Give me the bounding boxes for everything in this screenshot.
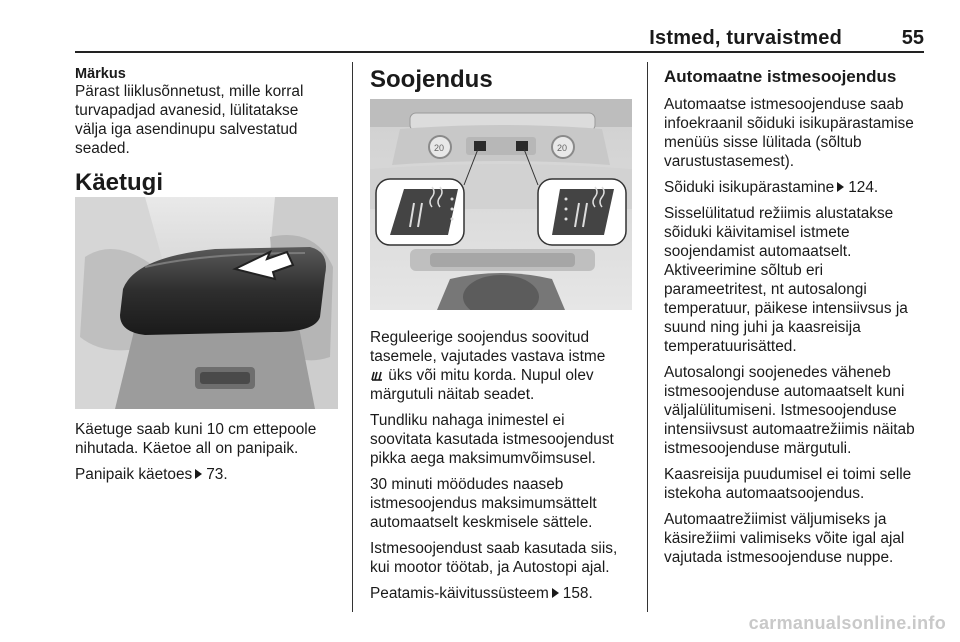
text-line: soojendamist automaatselt. — [664, 243, 852, 260]
text-line: istmesoojendus maksimumsättelt — [370, 495, 597, 512]
text-line: Kaasreisija puudumisel ei toimi selle — [664, 466, 912, 483]
text-line — [370, 366, 640, 385]
text-line: kui mootor töötab, ja Autostopi ajal. — [370, 559, 610, 576]
seat-heating-photo — [370, 99, 632, 310]
text-line: soovitata kasutada istmesoojendust — [370, 431, 614, 448]
note-line: Pärast liiklusõnnetust, mille korral — [75, 83, 304, 100]
watermark: carmanualsonline.info — [748, 613, 946, 633]
auto-heating-paragraph-4 — [664, 363, 954, 458]
page-header — [0, 0, 960, 50]
svg-text:20: 20 — [434, 143, 445, 153]
page-reference-link[interactable]: 73. — [206, 466, 228, 483]
stop-start-reference — [370, 584, 640, 603]
text-line: istekoha automaatsoojendus. — [664, 485, 865, 502]
page-reference-link[interactable]: 124. — [848, 179, 879, 196]
text-line: istmesoojenduse automaatselt kuni — [664, 383, 905, 400]
text-line: Käetuge saab kuni 10 cm ettepoole — [75, 421, 317, 438]
auto-heating-paragraph-6 — [664, 510, 954, 567]
heating-paragraph-2 — [370, 411, 640, 468]
right-column — [664, 66, 954, 574]
auto-heating-paragraph-3 — [664, 204, 954, 356]
heating-paragraph-1 — [370, 328, 640, 404]
section-title-auto-heating: Automaatne istmesoojendus — [664, 67, 897, 86]
column-divider-2 — [647, 62, 648, 612]
auto-heating-paragraph-1 — [664, 95, 954, 171]
left-column — [75, 66, 343, 197]
text-line: tasemele, vajutades vastava istme — [370, 348, 606, 365]
armrest-photo — [75, 197, 338, 409]
section-title-armrest: Käetugi — [75, 169, 164, 196]
storage-reference — [75, 465, 343, 484]
note-line: turvapadjad avanesid, lülitatakse — [75, 102, 299, 119]
text-line: 30 minuti möödudes naaseb — [370, 476, 564, 493]
column-divider-1 — [352, 62, 353, 612]
middle-column-lower — [370, 328, 640, 610]
text-line: varustustasemest). — [664, 153, 795, 170]
armrest-paragraph — [75, 420, 343, 458]
reference-arrow-icon — [552, 588, 559, 598]
note-heading: Märkus — [75, 66, 126, 82]
left-column-lower — [75, 420, 343, 491]
center-console-illustration — [370, 99, 632, 310]
heating-paragraph-3 — [370, 475, 640, 532]
text-line: käsirežiimi valimiseks võite igal ajal — [664, 530, 905, 547]
text-line: Istmesoojendust saab kasutada siis, — [370, 540, 618, 557]
svg-text:20: 20 — [557, 143, 568, 153]
note-line: seaded. — [75, 140, 130, 157]
middle-column — [370, 66, 638, 94]
reference-arrow-icon — [195, 469, 202, 479]
text-run: üks või mitu korda. Nupul olev — [388, 367, 594, 384]
heating-paragraph-4 — [370, 539, 640, 577]
reference-arrow-icon — [837, 182, 844, 192]
text-line: intensiivsust automaatrežiimis näitab — [664, 421, 915, 438]
text-line: märgutuli näitab seadet. — [370, 386, 535, 403]
text-run: Panipaik käetoes — [75, 466, 193, 483]
auto-heating-paragraph-5 — [664, 465, 954, 503]
page-number: 55 — [901, 27, 924, 49]
note-line: välja iga asendinupu salvestatud — [75, 121, 298, 138]
note-body — [75, 82, 343, 158]
text-line: Autosalongi soojenedes väheneb — [664, 364, 891, 381]
text-line: pikka aega maksimumvõimsusel. — [370, 450, 596, 467]
personalisation-reference — [664, 178, 954, 197]
text-line: väljalülitumiseni. Istmesoojenduse — [664, 402, 897, 419]
text-line: temperatuurisätted. — [664, 338, 797, 355]
text-line: Sisselülitatud režiimis alustatakse — [664, 205, 894, 222]
armrest-illustration — [75, 197, 338, 409]
text-line: suund ning juhi ja kaasreisija — [664, 319, 861, 336]
text-line: sõiduki käivitamisel istmete — [664, 224, 850, 241]
text-line: Automaatse istmesoojenduse saab — [664, 96, 904, 113]
text-line: infoekraanil sõiduki isikupärastamise — [664, 115, 914, 132]
seat-heating-icon — [370, 368, 384, 382]
header-divider — [75, 51, 924, 53]
page-title: Istmed, turvaistmed — [649, 27, 842, 49]
text-line: menüüs sisse lülitada (sõltub — [664, 134, 862, 151]
text-line: temperatuur, päikese intensiivsus ja — [664, 300, 908, 317]
text-line: istmesoojenduse märgutuli. — [664, 440, 852, 457]
text-run: Peatamis-käivitussüsteem — [370, 585, 549, 602]
text-line: Reguleerige soojendus soovitud — [370, 329, 590, 346]
text-line: Tundliku nahaga inimestel ei — [370, 412, 565, 429]
text-line: nihutada. Käetoe all on panipaik. — [75, 440, 299, 457]
text-line: parameetritest, nt autosalongi — [664, 281, 867, 298]
text-line: vajutada istmesoojenduse nuppe. — [664, 549, 894, 566]
section-title-heating: Soojendus — [370, 66, 493, 93]
page-reference-link[interactable]: 158. — [562, 585, 593, 602]
text-line: Aktiveerimine sõltub eri — [664, 262, 824, 279]
text-line: Automaatrežiimist väljumiseks ja — [664, 511, 887, 528]
text-line: automaatselt keskmisele sättele. — [370, 514, 593, 531]
text-run: Sõiduki isikupärastamine — [664, 179, 835, 196]
